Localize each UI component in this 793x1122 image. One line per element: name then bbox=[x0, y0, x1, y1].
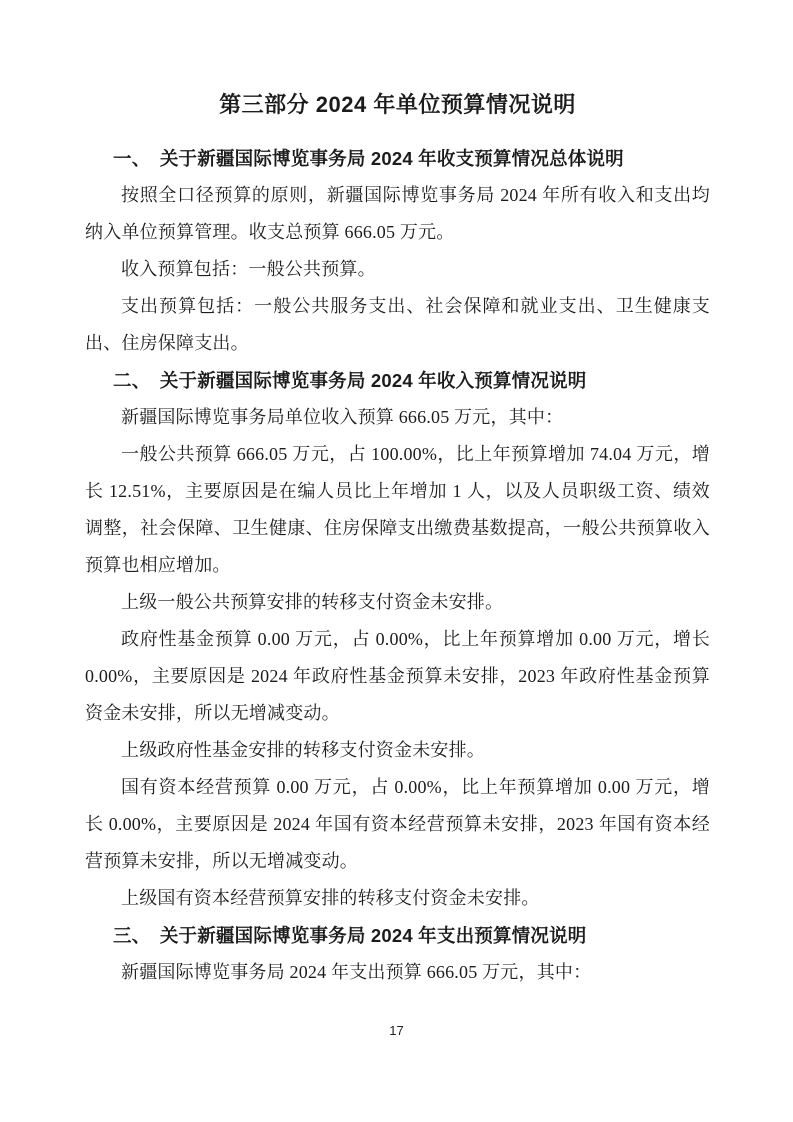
paragraph-total-budget: 按照全口径预算的原则，新疆国际博览事务局 2024 年所有收入和支出均纳入单位预算管理。收支总预算 666.05 万元。 bbox=[85, 185, 710, 242]
paragraph-expenditure-scope: 支出预算包括：一般公共服务支出、社会保障和就业支出、卫生健康支出、住房保障支出。 bbox=[85, 296, 710, 353]
section-heading-2: 二、 关于新疆国际博览事务局 2024 年收入预算情况说明 bbox=[113, 370, 587, 391]
document-title: 第三部分 2024 年单位预算情况说明 bbox=[219, 92, 576, 117]
paragraph-revenue-scope: 收入预算包括：一般公共预算。 bbox=[121, 259, 376, 279]
page-number: 17 bbox=[389, 1023, 404, 1038]
section-heading-3: 三、 关于新疆国际博览事务局 2024 年支出预算情况说明 bbox=[113, 925, 587, 946]
paragraph-revenue-total: 新疆国际博览事务局单位收入预算 666.05 万元，其中： bbox=[121, 407, 564, 427]
paragraph-general-public-budget: 一般公共预算 666.05 万元，占 100.00%，比上年预算增加 74.04 万元，增长 12.51%，主要原因是在编人员比上年增加 1 人，以及人员职级工资、绩效调整，社会保障、卫生健康、住房保障支出缴费基数提高，一般公共预算收入预算也相应增加。 bbox=[85, 444, 710, 575]
section-expenditure-budget bbox=[85, 917, 710, 991]
section-heading-1: 一、 关于新疆国际博览事务局 2024 年收支预算情况总体说明 bbox=[113, 148, 624, 169]
section-revenue-budget bbox=[85, 362, 710, 917]
section-overall-budget bbox=[85, 140, 710, 362]
paragraph-transfer-payment-fund: 上级政府性基金安排的转移支付资金未安排。 bbox=[121, 740, 485, 760]
paragraph-expenditure-total: 新疆国际博览事务局 2024 年支出预算 666.05 万元，其中： bbox=[121, 962, 592, 982]
paragraph-transfer-payment-general: 上级一般公共预算安排的转移支付资金未安排。 bbox=[121, 592, 504, 612]
paragraph-transfer-payment-state-capital: 上级国有资本经营预算安排的转移支付资金未安排。 bbox=[121, 888, 540, 908]
document-content bbox=[85, 90, 710, 991]
paragraph-government-fund-budget: 政府性基金预算 0.00 万元，占 0.00%，比上年预算增加 0.00 万元，增长 0.00%，主要原因是 2024 年政府性基金预算未安排，2023 年政府性基金预算资金未安排，所以无增减变动。 bbox=[85, 629, 710, 723]
paragraph-state-capital-budget: 国有资本经营预算 0.00 万元，占 0.00%，比上年预算增加 0.00 万元，增长 0.00%，主要原因是 2024 年国有资本经营预算未安排，2023 年国有资本经营预算未安排，所以无增减变动。 bbox=[85, 777, 710, 871]
